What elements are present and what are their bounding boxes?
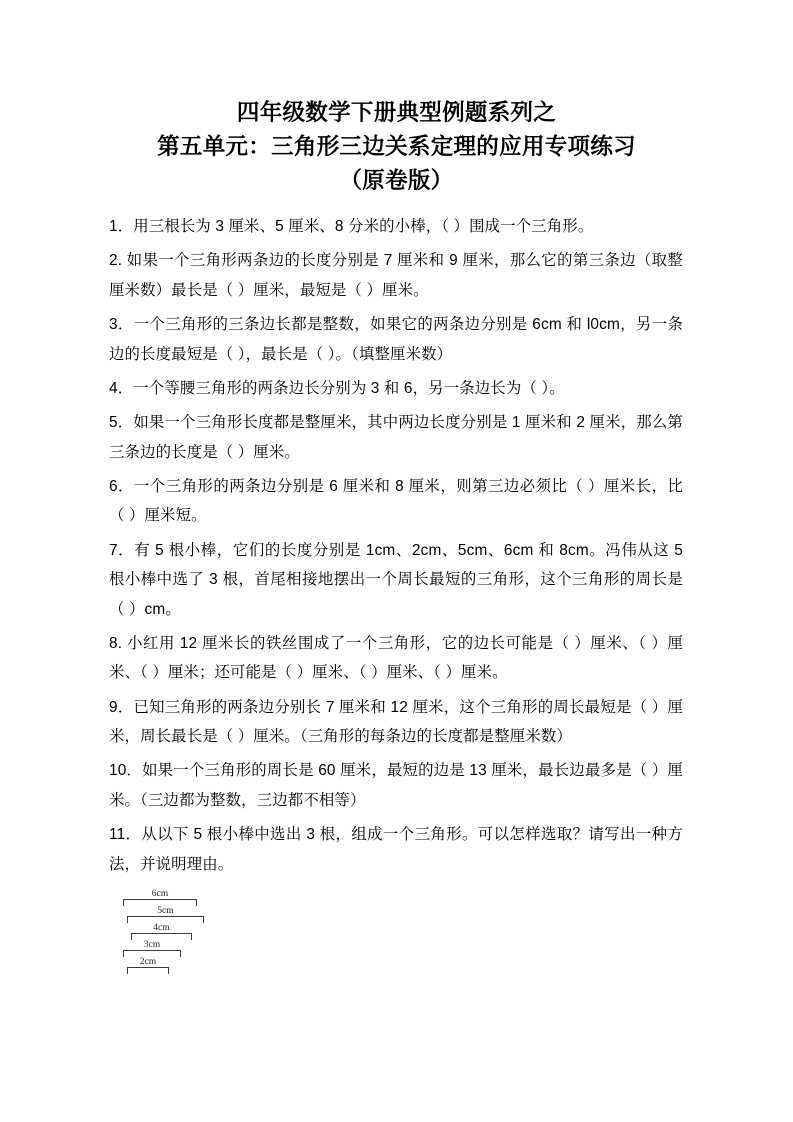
stick-row — [122, 956, 793, 976]
question-item-4: 4．一个等腰三角形的两条边长分别为 3 和 6，另一条边长为（ ）。 — [109, 379, 565, 397]
stick-label: 2cm — [139, 956, 157, 968]
stick-row — [122, 905, 793, 925]
document-title — [0, 96, 793, 198]
title-line-2: 第五单元：三角形三边关系定理的应用专项练习 — [157, 134, 636, 159]
question-item-7: 7．有 5 根小棒，它们的长度分别是 1cm、2cm、5cm、6cm 和 8cm。冯伟从这 5 根小棒中选了 3 根，首尾相接地摆出一个周长最短的三角形，这个三角形的周长是（ ）cm。 — [109, 541, 683, 618]
stick-row — [122, 922, 793, 942]
stick-bar-2cm — [127, 956, 169, 974]
stick-label: 6cm — [151, 888, 169, 900]
question-item-11: 11．从以下 5 根小棒中选出 3 根，组成一个三角形。可以怎样选取？请写出一种方法，并说明理由。 — [109, 826, 683, 873]
question-item-8: 8. 小红用 12 厘米长的铁丝围成了一个三角形，它的边长可能是（ ）厘米、（ ）厘米、（ ）厘米；还可能是（ ）厘米、（ ）厘米、（ ）厘米。 — [109, 634, 683, 682]
title-line-1: 四年级数学下册典型例题系列之 — [236, 100, 557, 125]
question-item-2: 2. 如果一个三角形两条边的长度分别是 7 厘米和 9 厘米，那么它的第三条边（取整厘米数）最长是（ ）厘米，最短是（ ）厘米。 — [109, 252, 683, 299]
question-list — [0, 212, 793, 879]
question-item-3: 3．一个三角形的三条边长都是整数，如果它的两条边分别是 6cm 和 l0cm，另一条边的长度最短是（ ），最长是（ ）。（填整厘米数） — [109, 315, 683, 363]
question-item-9: 9．已知三角形的两条边分别长 7 厘米和 12 厘米，这个三角形的周长最短是（ ）厘米，周长最长是（ ）厘米。（三角形的每条边的长度都是整厘米数） — [109, 698, 683, 746]
stick-label: 3cm — [143, 939, 161, 951]
question-item-5: 5．如果一个三角形长度都是整厘米，其中两边长度分别是 1 厘米和 2 厘米，那么第三条边的长度是（ ）厘米。 — [109, 413, 683, 461]
stick-length-diagram — [0, 888, 793, 976]
title-line-3: （原卷版） — [339, 168, 454, 193]
stick-row — [122, 939, 793, 959]
question-item-10: 10．如果一个三角形的周长是 60 厘米，最短的边是 13 厘米，最长边最多是（ ）厘米。（三边都为整数，三边都不相等） — [109, 762, 683, 810]
question-item-6: 6．一个三角形的两条边分别是 6 厘米和 8 厘米，则第三边必须比（ ）厘米长，比（ ）厘米短。 — [109, 477, 683, 525]
stick-label: 5cm — [157, 905, 174, 917]
question-item-1: 1．用三根长为 3 厘米、5 厘米、8 分米的小棒，（ ）围成一个三角形。 — [109, 218, 594, 235]
stick-row — [122, 888, 793, 908]
stick-label: 4cm — [153, 922, 170, 934]
